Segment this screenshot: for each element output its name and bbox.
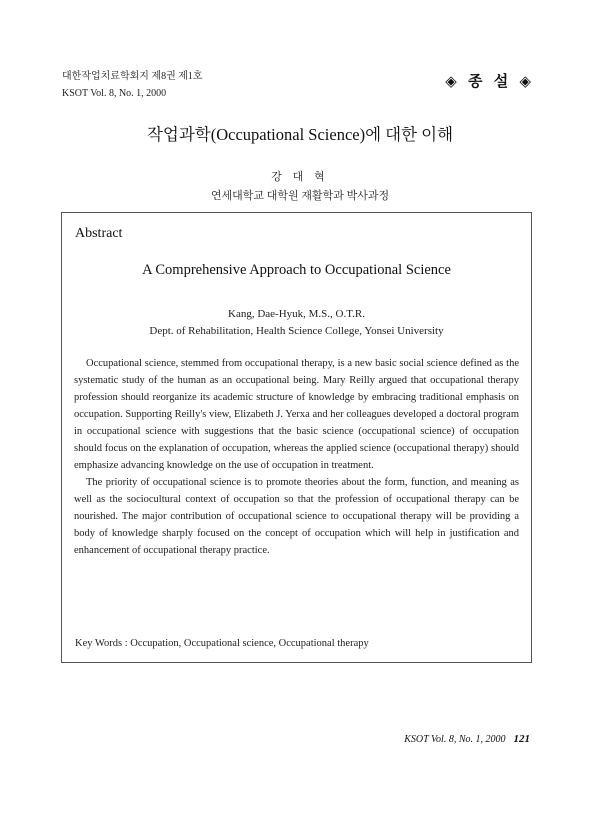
journal-header bbox=[62, 68, 203, 102]
section-label: ◈ 종 설 ◈ bbox=[445, 72, 534, 90]
abstract-body bbox=[74, 355, 519, 559]
abstract-box bbox=[61, 212, 532, 663]
keywords: Key Words : Occupation, Occupational science, Occupational therapy bbox=[75, 638, 369, 649]
footer-journal: KSOT Vol. 8, No. 1, 2000 bbox=[404, 734, 506, 745]
english-author: Kang, Dae-Hyuk, M.S., O.T.R. bbox=[228, 308, 365, 320]
journal-name-english: KSOT Vol. 8, No. 1, 2000 bbox=[62, 88, 167, 99]
abstract-heading: Abstract bbox=[75, 226, 123, 241]
page-footer bbox=[404, 733, 530, 745]
english-department: Dept. of Rehabilitation, Health Science College, Yonsei University bbox=[149, 325, 444, 337]
journal-name-korean: 대한작업치료학회지 제8권 제1호 bbox=[62, 71, 203, 82]
paper-title: 작업과학(Occupational Science)에 대한 이해 bbox=[146, 125, 454, 144]
abstract-paragraph: Occupational science, stemmed from occupational therapy, is a new basic social science defined as the systematic study of the human as an occupational being. Mary Reilly argued that occupational therapy profession should reorganize its academic structure of knowledge by embracing traditional emphasis on occupation. Supporting Reilly's view, Elizabeth J. Yerxa and her colleagues developed a doctoral program in occupational science with suggestions that the basic science (occupational science) of occupation should focus on the explanation of occupation, whereas the applied science (occupational therapy) should emphasize advancing knowledge on the use of occupation in treatment. bbox=[74, 358, 519, 471]
page-number: 121 bbox=[513, 733, 530, 745]
abstract-paragraph: The priority of occupational science is to promote theories about the form, function, and meaning as well as the sociocultural context of occupation so that the profession of occupational therapy can be nourished. The major contribution of occupational science to occupational therapy will be providing a body of knowledge sharply focused on the concept of occupation which will help in justification and enhancement of occupational therapy practice. bbox=[74, 477, 519, 556]
author-affiliation: 연세대학교 대학원 재활학과 박사과정 bbox=[210, 190, 390, 202]
author-name: 강 대 혁 bbox=[271, 171, 329, 183]
english-title: A Comprehensive Approach to Occupational Science bbox=[142, 262, 451, 278]
